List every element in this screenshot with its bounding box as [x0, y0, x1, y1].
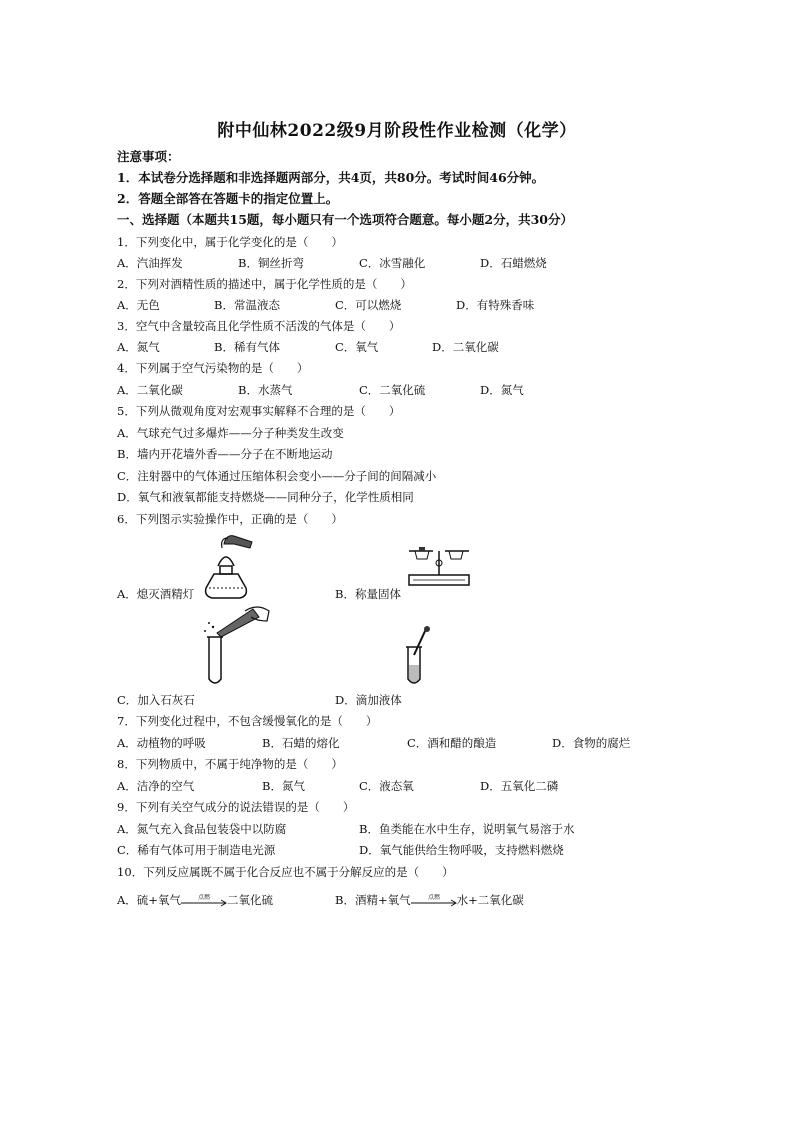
- question-stem: 1．下列变化中，属于化学变化的是（ ）: [117, 235, 343, 249]
- option-a: A．无色: [117, 298, 160, 312]
- option-c: C．二氧化硫: [359, 383, 426, 397]
- option-d: D．食物的腐烂: [552, 736, 631, 750]
- option-b: B．铜丝折弯: [238, 256, 304, 270]
- alcohol-lamp-figure: [200, 530, 260, 602]
- option-b: B．常温液态: [214, 298, 280, 312]
- notes-item-2: 2．答题全部答在答题卡的指定位置上。: [117, 191, 339, 206]
- arrow-condition: 点燃: [427, 894, 440, 901]
- option-a: A．熄灭酒精灯: [117, 587, 195, 601]
- option-b-reactants: B．酒精+氧气: [335, 893, 411, 907]
- option-d: D．有特殊香味: [456, 298, 535, 312]
- option-d: D．氮气: [480, 383, 524, 397]
- arrow-condition: 点燃: [197, 894, 210, 901]
- question-stem: 8．下列物质中，不属于纯净物的是（ ）: [117, 757, 343, 771]
- option-b: B．水蒸气: [238, 383, 293, 397]
- dropper-figure: [400, 625, 440, 687]
- option-b-products: 水+二氧化碳: [456, 893, 524, 907]
- option-c: C．注射器中的气体通过压缩体积会变小——分子间的间隔减小: [117, 469, 437, 483]
- option-c: C．冰雪融化: [359, 256, 426, 270]
- option-b: B．称量固体: [335, 587, 401, 601]
- option-a-products: 二氧化硫: [226, 893, 273, 907]
- option-a: A．气球充气过多爆炸——分子种类发生改变: [117, 426, 344, 440]
- question-stem: 9．下列有关空气成分的说法错误的是（ ）: [117, 800, 355, 814]
- section-heading: 一、选择题（本题共15题，每小题只有一个选项符合题意。每小题2分，共30分）: [117, 212, 573, 227]
- option-a: A．氮气: [117, 340, 160, 354]
- option-a: A．二氧化碳: [117, 383, 183, 397]
- option-d: D．五氧化二磷: [480, 779, 559, 793]
- reaction-arrow: [181, 894, 227, 908]
- notes-heading: 注意事项：: [117, 149, 180, 164]
- question-stem: 5．下列从微观角度对宏观事实解释不合理的是（ ）: [117, 404, 401, 418]
- option-a-reactants: A．硫+氧气: [117, 893, 181, 907]
- option-c: C．稀有气体可用于制造电光源: [117, 843, 276, 857]
- option-b: B．石蜡的熔化: [262, 736, 340, 750]
- option-c: C．氧气: [335, 340, 379, 354]
- question-stem: 3．空气中含量较高且化学性质不活泼的气体是（ ）: [117, 319, 401, 333]
- option-c: C．酒和醋的酿造: [407, 736, 497, 750]
- option-c: C．液态氧: [359, 779, 414, 793]
- option-a: A．汽油挥发: [117, 256, 183, 270]
- option-a: A．氮气充入食品包装袋中以防腐: [117, 822, 287, 836]
- question-stem: 4．下列属于空气污染物的是（ ）: [117, 361, 309, 375]
- option-d: D．石蜡燃烧: [480, 256, 547, 270]
- option-b: B．氮气: [262, 779, 305, 793]
- balance-figure: [405, 545, 473, 589]
- option-b: [335, 893, 524, 908]
- question-stem: 7．下列变化过程中，不包含缓慢氧化的是（ ）: [117, 714, 378, 728]
- option-d: D．氧气和液氧都能支持燃烧——同种分子，化学性质相同: [117, 490, 414, 504]
- option-b: B．鱼类能在水中生存，说明氧气易溶于水: [359, 822, 575, 836]
- option-a: A．动植物的呼吸: [117, 736, 206, 750]
- question-stem: 2．下列对酒精性质的描述中，属于化学性质的是（ ）: [117, 277, 412, 291]
- option-a: A．洁净的空气: [117, 779, 195, 793]
- option-a: [117, 893, 273, 908]
- question-stem: 10．下列反应属既不属于化合反应也不属于分解反应的是（ ）: [117, 865, 454, 879]
- page-title: 附中仙林2022级9月阶段性作业检测（化学）: [217, 121, 577, 141]
- option-b: B．稀有气体: [214, 340, 280, 354]
- limestone-figure: [195, 605, 275, 687]
- notes-item-1: 1．本试卷分选择题和非选择题两部分，共4页，共80分。考试时间46分钟。: [117, 170, 545, 185]
- option-d: D．滴加液体: [335, 693, 402, 707]
- option-c: C．可以燃烧: [335, 298, 402, 312]
- option-d: D．二氧化碳: [432, 340, 499, 354]
- reaction-arrow: [411, 894, 457, 908]
- question-stem: 6．下列图示实验操作中，正确的是（ ）: [117, 512, 343, 526]
- option-d: D．氧气能供给生物呼吸，支持燃料燃烧: [359, 843, 564, 857]
- option-b: B．墙内开花墙外香——分子在不断地运动: [117, 447, 333, 461]
- option-c: C．加入石灰石: [117, 693, 195, 707]
